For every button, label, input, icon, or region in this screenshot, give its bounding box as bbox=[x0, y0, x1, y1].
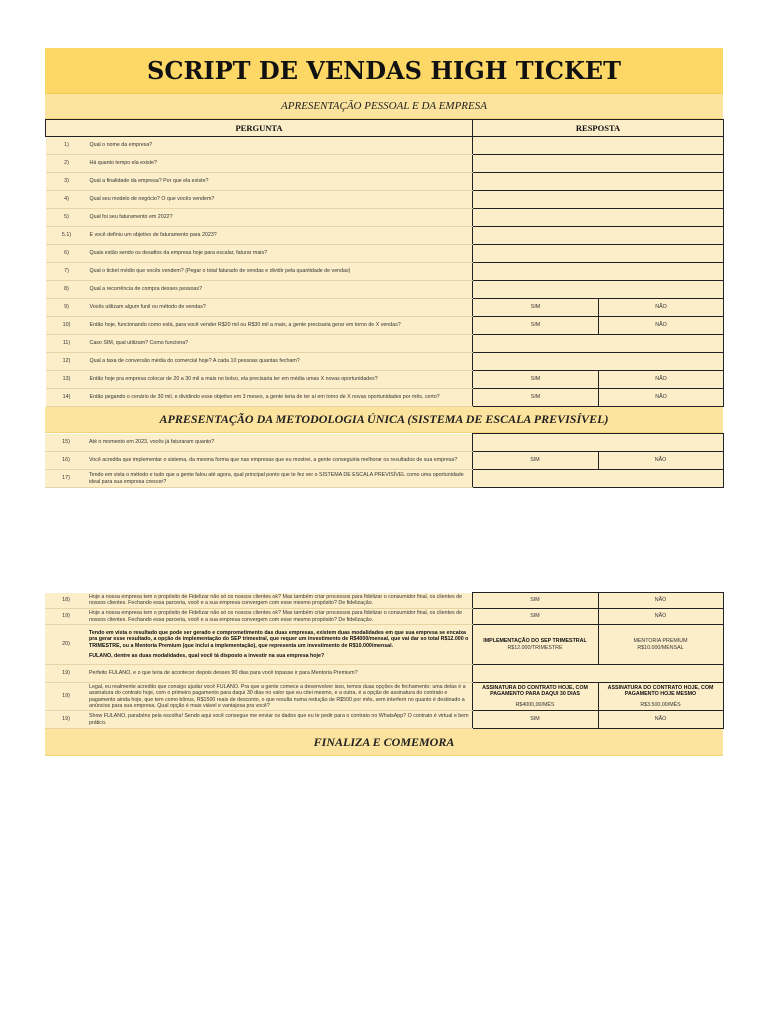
column-header-resposta: RESPOSTA bbox=[473, 120, 724, 137]
row-number: 6) bbox=[46, 245, 88, 263]
option-title: IMPLEMENTAÇÃO DO SEP TRIMESTRAL bbox=[483, 638, 587, 645]
question-text: Qual a finalidade da empresa? Por que ela existe? bbox=[88, 173, 473, 191]
answer-cell[interactable] bbox=[473, 245, 724, 263]
question-text: E você definiu um objetivo de faturamento para 2023? bbox=[88, 227, 473, 245]
option-price: R$3.500,00/MÊS bbox=[640, 701, 681, 708]
answer-cell[interactable] bbox=[472, 470, 723, 488]
question-text: Qual foi seu faturamento em 2022? bbox=[88, 209, 473, 227]
answer-sim[interactable]: SIM bbox=[472, 609, 598, 625]
section-header-finaliza: FINALIZA E COMEMORA bbox=[45, 729, 723, 756]
option-price: R$10.000/MENSAL bbox=[637, 644, 684, 651]
column-header-pergunta: PERGUNTA bbox=[46, 120, 473, 137]
question-text: Qual a recorrência de compra desses pessoas? bbox=[88, 281, 473, 299]
row-number: 7) bbox=[46, 263, 88, 281]
question-text: Tendo em vista o método e tudo que a gente falou até agora, qual principal ponto que te fez ver o SISTEMA DE ESCALA PREVISÍVEL como uma oportunidade ideal para sua empresa crescer? bbox=[87, 470, 472, 488]
question-text: Então hoje pra empresa colocar de 20 a 30 mil a mais no bolso, ela precisaria ter em média umas X novas oportunidades? bbox=[88, 371, 473, 389]
question-text: Qual a taxa de conversão média do comercial hoje? A cada 10 pessoas quantas fecham? bbox=[88, 353, 473, 371]
answer-sim[interactable]: SIM bbox=[473, 299, 599, 317]
question-text: Então hoje, funcionando como está, para você vender R$20 mil ou R$30 mil a mais, a gente precisaria gerar em torno de X vendas? bbox=[88, 317, 473, 335]
row-number: 20) bbox=[45, 625, 87, 665]
row-number: 19) bbox=[45, 609, 87, 625]
question-text: Há quanto tempo ela existe? bbox=[88, 155, 473, 173]
script-table-3 bbox=[45, 592, 724, 729]
answer-cell[interactable] bbox=[473, 137, 724, 155]
question-text: Qual o nome da empresa? bbox=[88, 137, 473, 155]
row-number: 15) bbox=[45, 434, 87, 452]
answer-option-hoje[interactable] bbox=[598, 683, 723, 711]
answer-option-sep[interactable] bbox=[472, 625, 598, 665]
row-number: 9) bbox=[46, 299, 88, 317]
question-text: Vocês utilizam algum funil ou método de vendas? bbox=[88, 299, 473, 317]
option-title: MENTORIA PREMIUM bbox=[633, 638, 688, 645]
answer-sim[interactable]: SIM bbox=[472, 593, 598, 609]
question-text bbox=[87, 625, 472, 665]
row-number: 14) bbox=[46, 389, 88, 407]
question-text: Hoje a nossa empresa tem o propósito de Fidelizar não só os nossos clientes ok? Mas também criar processos para fidelizar o consumidor final, os clientes de nossos clientes. Fechando essa parceria, você e a sua empresa convergem com esse mesmo propósito? De fidelização. bbox=[87, 593, 472, 609]
question-text: Caso SIM, qual utilizam? Como funciona? bbox=[88, 335, 473, 353]
question-text: Qual o ticket médio que vocês vendem? (Pegar o total faturado de vendas e dividir pela quantidade de vendas) bbox=[88, 263, 473, 281]
row-number: 10) bbox=[46, 317, 88, 335]
answer-cell[interactable] bbox=[473, 209, 724, 227]
question-text: Até o momento em 2023, vocês já faturaram quanto? bbox=[87, 434, 472, 452]
answer-cell[interactable] bbox=[473, 263, 724, 281]
row-number: 4) bbox=[46, 191, 88, 209]
row-number: 8) bbox=[46, 281, 88, 299]
sheet-page-1 bbox=[45, 48, 723, 488]
answer-nao[interactable]: NÃO bbox=[599, 299, 724, 317]
answer-cell[interactable] bbox=[473, 155, 724, 173]
answer-option-30-dias[interactable] bbox=[472, 683, 598, 711]
row-number: 2) bbox=[46, 155, 88, 173]
sheet-page-2 bbox=[45, 592, 723, 756]
page-title: SCRIPT DE VENDAS HIGH TICKET bbox=[45, 48, 723, 94]
answer-option-mentoria[interactable] bbox=[598, 625, 723, 665]
row-number: 17) bbox=[45, 470, 87, 488]
row-number: 19) bbox=[45, 711, 87, 729]
answer-cell[interactable] bbox=[472, 434, 723, 452]
row-number: 16) bbox=[45, 452, 87, 470]
question-paragraph: FULANO, dentre as duas modalidades, qual você tá disposto a investir na sua empresa hoje? bbox=[89, 652, 325, 659]
answer-nao[interactable]: NÃO bbox=[598, 593, 723, 609]
section-header-metodologia: APRESENTAÇÃO DA METODOLOGIA ÚNICA (SISTEMA DE ESCALA PREVISÍVEL) bbox=[45, 407, 723, 433]
section-header-apresentacao: APRESENTAÇÃO PESSOAL E DA EMPRESA bbox=[45, 94, 723, 119]
row-number: 19) bbox=[45, 683, 87, 711]
script-table-1 bbox=[45, 119, 724, 407]
option-price: R$4000,00/MÊS bbox=[515, 701, 555, 708]
question-text: Perfeito FULANO, e o que teria de acontecer depois desses 90 dias para você topasse ir para Mentoria Premium? bbox=[87, 665, 472, 683]
answer-cell[interactable] bbox=[472, 665, 723, 683]
question-text: Você acredita que implementar o sistema, da mesma forma que nas empresas que eu mostrei, a gente conseguiria melhorar os resultados de sua empresa? bbox=[87, 452, 472, 470]
answer-sim[interactable]: SIM bbox=[472, 711, 598, 729]
question-text: Então pegando o cenário de 30 mil, e dividindo esse objetivo em 3 meses, a gente teria de ter aí em torno de X novas oportunidades por mês, certo? bbox=[88, 389, 473, 407]
option-price: R$12.000/TRIMESTRE bbox=[507, 644, 563, 651]
row-number: 3) bbox=[46, 173, 88, 191]
question-text: Show FULANO, parabéns pela escolha! Sendo aqui você consegue me enviar os dados que eu te pedir para o contrato no WhatsApp? O contrato é virtual e bem prático. bbox=[87, 711, 472, 729]
row-number: 1) bbox=[46, 137, 88, 155]
row-number: 18) bbox=[45, 593, 87, 609]
row-number: 5) bbox=[46, 209, 88, 227]
answer-cell[interactable] bbox=[473, 281, 724, 299]
answer-nao[interactable]: NÃO bbox=[599, 389, 724, 407]
question-text: Qual seu modelo de negócio? O que vocês vendem? bbox=[88, 191, 473, 209]
row-number: 12) bbox=[46, 353, 88, 371]
row-number: 5.1) bbox=[46, 227, 88, 245]
answer-nao[interactable]: NÃO bbox=[598, 452, 723, 470]
question-text: Quais estão sendo os desafios da empresa hoje para escalar, faturar mais? bbox=[88, 245, 473, 263]
answer-cell[interactable] bbox=[473, 353, 724, 371]
row-number: 11) bbox=[46, 335, 88, 353]
answer-sim[interactable]: SIM bbox=[473, 389, 599, 407]
answer-nao[interactable]: NÃO bbox=[599, 371, 724, 389]
answer-nao[interactable]: NÃO bbox=[599, 317, 724, 335]
answer-sim[interactable]: SIM bbox=[473, 317, 599, 335]
question-text: Hoje a nossa empresa tem o propósito de Fidelizar não só os nossos clientes ok? Mas também criar processos para fidelizar o consumidor final, os clientes de nossos clientes. Fechando essa parceria, você e a sua empresa convergem com esse mesmo propósito? De fidelização. bbox=[87, 609, 472, 625]
answer-sim[interactable]: SIM bbox=[472, 452, 598, 470]
row-number: 19) bbox=[45, 665, 87, 683]
answer-nao[interactable]: NÃO bbox=[598, 609, 723, 625]
script-table-2 bbox=[45, 433, 724, 488]
answer-cell[interactable] bbox=[473, 335, 724, 353]
option-title: ASSINATURA DO CONTRATO HOJE, COM PAGAMENTO HOJE MESMO bbox=[607, 685, 714, 698]
answer-sim[interactable]: SIM bbox=[473, 371, 599, 389]
answer-cell[interactable] bbox=[473, 173, 724, 191]
question-text: Legal, eu realmente acredito que consigo ajudar você FULANO. Pra que a gente comece a desenvolver isso, temos duas opções de fechamento: uma delas é a assinatura do contrato hoje, com o primeiro pagamento para daqui 30 dias no valor que eu citei mesmo, e a outra, é a opção de assinatura do contrato e pagamento ainda hoje, que tem como bônus, R$1500 reais de desconto, o que resulta numa redução de R$500 por mês, sem interferir no quanto é destinado a anúncios para sua empresa. Qual opção é mais viável e vantajosa pra você? bbox=[87, 683, 472, 711]
question-paragraph: Tendo em vista o resultado que pode ser gerado e comprometimento das duas empresas, existem duas modalidades em que sua empresa se encaixa pra gerar esse resultado, a opção de implementação do SEP trimestral, que requer um investimento de R$4000/mensal, que vai dar so total R$12.000 o TRIMESTRE, ou a Mentoria Premium (que inclui a implementação), que representa um investimento de R$10.000/mensal. bbox=[89, 630, 469, 649]
answer-cell[interactable] bbox=[473, 227, 724, 245]
row-number: 13) bbox=[46, 371, 88, 389]
answer-cell[interactable] bbox=[473, 191, 724, 209]
option-title: ASSINATURA DO CONTRATO HOJE, COM PAGAMENTO PARA DAQUI 30 DIAS bbox=[482, 685, 588, 698]
answer-nao[interactable]: NÃO bbox=[598, 711, 723, 729]
